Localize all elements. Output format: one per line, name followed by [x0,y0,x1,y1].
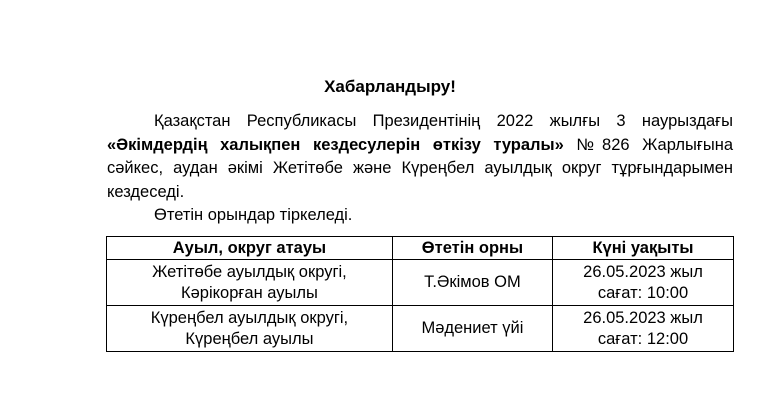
district-cell [107,306,393,352]
table-header-row [107,237,734,260]
header-venue: Өтетін орны [392,237,552,260]
district-name: Күреңбел ауылдық округі, [150,308,349,327]
registration-note: Өтетін орындар тіркеледі. [154,206,353,224]
meeting-date: 26.05.2023 жыл [583,262,703,281]
datetime-cell [553,306,734,352]
schedule-table [106,236,734,352]
decree-title: «Әкімдердің халықпен кездесулерін өткізу туралы» [107,135,564,154]
district-name: Жетітөбе ауылдық округі, [152,262,347,281]
announcement-paragraph [107,110,733,204]
table-row [107,306,734,352]
venue-cell: Мәдениет үйі [392,306,552,352]
meeting-time: сағат: 10:00 [597,283,689,302]
announcement-title: Хабарландыру! [324,77,456,96]
meeting-time: сағат: 12:00 [597,329,689,348]
announcement-body [107,110,733,204]
body-text-part1: Қазақстан Республикасы Президентінің 2022 жылғы 3 наурыздағы [154,112,733,130]
district-cell [107,260,393,306]
datetime-cell [553,260,734,306]
header-datetime: Күні уақыты [553,237,734,260]
table-row [107,260,734,306]
body-text-part2: №826 Жарлығына сәйкес, аудан әкімі Жетітөбе және Күреңбел ауылдық округ тұрғындарымен кездеседі. [107,135,733,201]
village-name: Кәрікорған ауылы [181,283,318,302]
header-district: Ауыл, округ атауы [107,237,393,260]
village-name: Күреңбел ауылы [185,329,314,348]
venue-cell: Т.Әкімов ОМ [392,260,552,306]
meeting-date: 26.05.2023 жыл [583,308,703,327]
